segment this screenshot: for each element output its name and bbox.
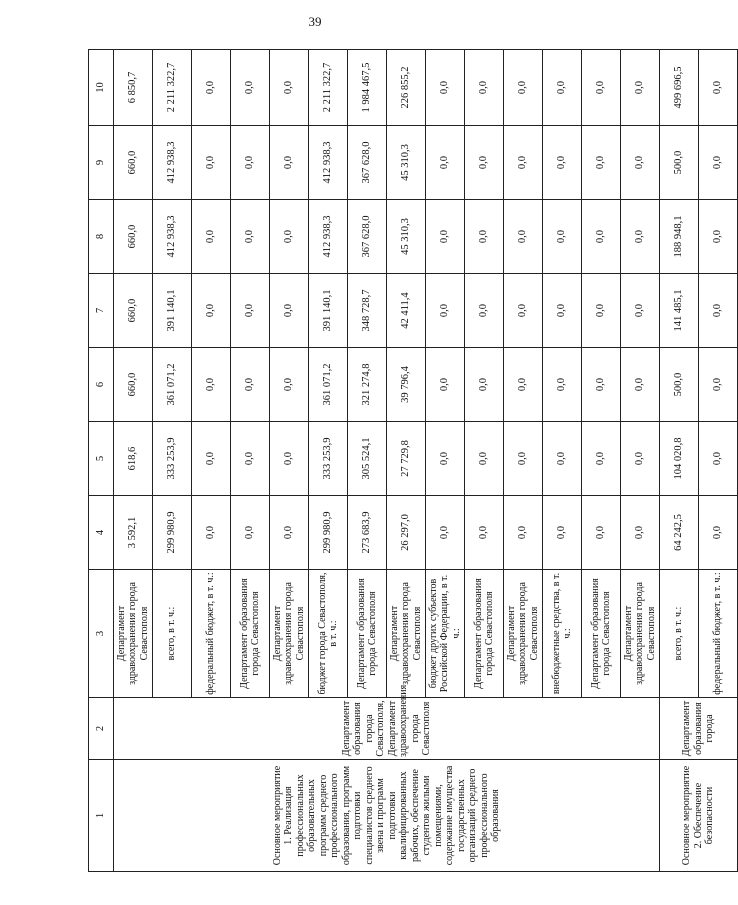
column-number: 8 <box>89 200 114 274</box>
value-cell: 0,0 <box>699 496 738 570</box>
value-cell: 0,0 <box>270 422 309 496</box>
value-cell: 0,0 <box>621 348 660 422</box>
value-cell: 0,0 <box>582 348 621 422</box>
value-cell: 367 628,0 <box>348 200 387 274</box>
value-cell: 0,0 <box>426 496 465 570</box>
table-row <box>660 50 699 872</box>
funding-source: бюджет других субъектов Российской Федерации, в т. ч.: <box>426 570 465 698</box>
funding-source: Департамент здравоохранения города Севастополя <box>387 570 426 698</box>
value-cell: 367 628,0 <box>348 126 387 200</box>
column-number: 3 <box>89 570 114 698</box>
value-cell: 0,0 <box>231 348 270 422</box>
value-cell: 0,0 <box>192 348 231 422</box>
funding-source: всего, в т. ч.: <box>660 570 699 698</box>
value-cell: 0,0 <box>582 274 621 348</box>
value-cell: 361 071,2 <box>309 348 348 422</box>
value-cell: 0,0 <box>621 126 660 200</box>
value-cell: 0,0 <box>465 50 504 126</box>
value-cell: 0,0 <box>426 274 465 348</box>
value-cell: 0,0 <box>426 422 465 496</box>
value-cell: 0,0 <box>192 274 231 348</box>
value-cell: 0,0 <box>270 496 309 570</box>
value-cell: 0,0 <box>621 200 660 274</box>
column-number: 2 <box>89 698 114 760</box>
value-cell: 361 071,2 <box>153 348 192 422</box>
value-cell: 0,0 <box>270 348 309 422</box>
value-cell: 0,0 <box>699 126 738 200</box>
value-cell: 273 683,9 <box>348 496 387 570</box>
value-cell: 0,0 <box>582 126 621 200</box>
value-cell: 412 938,3 <box>309 126 348 200</box>
funding-source: Департамент образования города Севастополя <box>582 570 621 698</box>
value-cell: 0,0 <box>426 126 465 200</box>
value-cell: 0,0 <box>465 200 504 274</box>
value-cell: 26 297,0 <box>387 496 426 570</box>
budget-table <box>88 49 738 872</box>
value-cell: 0,0 <box>699 274 738 348</box>
value-cell: 0,0 <box>270 274 309 348</box>
value-cell: 0,0 <box>465 348 504 422</box>
value-cell: 0,0 <box>543 496 582 570</box>
value-cell: 0,0 <box>582 422 621 496</box>
value-cell: 660,0 <box>114 200 153 274</box>
value-cell: 0,0 <box>465 422 504 496</box>
value-cell: 0,0 <box>699 422 738 496</box>
value-cell: 412 938,3 <box>153 126 192 200</box>
value-cell: 412 938,3 <box>309 200 348 274</box>
value-cell: 0,0 <box>270 126 309 200</box>
value-cell: 0,0 <box>192 422 231 496</box>
value-cell: 45 310,3 <box>387 126 426 200</box>
value-cell: 39 796,4 <box>387 348 426 422</box>
funding-source: бюджет города Севастополя, в т. ч.: <box>309 570 348 698</box>
value-cell: 391 140,1 <box>309 274 348 348</box>
value-cell: 64 242,5 <box>660 496 699 570</box>
value-cell: 321 274,8 <box>348 348 387 422</box>
value-cell: 0,0 <box>231 274 270 348</box>
funding-source: Департамент образования города Севастополя <box>231 570 270 698</box>
value-cell: 0,0 <box>582 200 621 274</box>
column-number: 7 <box>89 274 114 348</box>
value-cell: 0,0 <box>543 200 582 274</box>
value-cell: 0,0 <box>543 274 582 348</box>
value-cell: 500,0 <box>660 126 699 200</box>
value-cell: 299 980,9 <box>309 496 348 570</box>
value-cell: 0,0 <box>465 496 504 570</box>
funding-source: Департамент здравоохранения города Севастополя <box>621 570 660 698</box>
value-cell: 500,0 <box>660 348 699 422</box>
value-cell: 0,0 <box>231 422 270 496</box>
table-body <box>89 50 738 872</box>
value-cell: 0,0 <box>270 50 309 126</box>
header-row <box>89 50 114 872</box>
value-cell: 0,0 <box>504 348 543 422</box>
value-cell: 0,0 <box>543 422 582 496</box>
value-cell: 0,0 <box>192 496 231 570</box>
value-cell: 305 524,1 <box>348 422 387 496</box>
value-cell: 0,0 <box>231 50 270 126</box>
column-number: 4 <box>89 496 114 570</box>
value-cell: 391 140,1 <box>153 274 192 348</box>
value-cell: 0,0 <box>426 200 465 274</box>
column-number: 10 <box>89 50 114 126</box>
value-cell: 3 592,1 <box>114 496 153 570</box>
value-cell: 0,0 <box>504 422 543 496</box>
value-cell: 42 411,4 <box>387 274 426 348</box>
value-cell: 499 696,5 <box>660 50 699 126</box>
value-cell: 45 310,3 <box>387 200 426 274</box>
value-cell: 299 980,9 <box>153 496 192 570</box>
value-cell: 1 984 467,5 <box>348 50 387 126</box>
column-number: 5 <box>89 422 114 496</box>
value-cell: 660,0 <box>114 274 153 348</box>
column-number: 6 <box>89 348 114 422</box>
value-cell: 0,0 <box>621 496 660 570</box>
value-cell: 348 728,7 <box>348 274 387 348</box>
value-cell: 0,0 <box>192 200 231 274</box>
value-cell: 188 948,1 <box>660 200 699 274</box>
value-cell: 0,0 <box>192 50 231 126</box>
value-cell: 0,0 <box>621 422 660 496</box>
value-cell: 0,0 <box>504 50 543 126</box>
value-cell: 104 020,8 <box>660 422 699 496</box>
value-cell: 0,0 <box>543 126 582 200</box>
value-cell: 0,0 <box>231 126 270 200</box>
value-cell: 2 211 322,7 <box>309 50 348 126</box>
value-cell: 660,0 <box>114 126 153 200</box>
value-cell: 0,0 <box>192 126 231 200</box>
funding-source: Департамент образования города Севастополя <box>348 570 387 698</box>
value-cell: 0,0 <box>504 126 543 200</box>
value-cell: 0,0 <box>582 50 621 126</box>
value-cell: 0,0 <box>699 200 738 274</box>
column-number: 9 <box>89 126 114 200</box>
value-cell: 0,0 <box>270 200 309 274</box>
value-cell: 0,0 <box>543 348 582 422</box>
rotated-table-container <box>88 50 724 872</box>
value-cell: 0,0 <box>426 348 465 422</box>
value-cell: 660,0 <box>114 348 153 422</box>
value-cell: 0,0 <box>231 496 270 570</box>
value-cell: 0,0 <box>465 126 504 200</box>
value-cell: 0,0 <box>699 50 738 126</box>
value-cell: 27 729,8 <box>387 422 426 496</box>
value-cell: 141 485,1 <box>660 274 699 348</box>
value-cell: 0,0 <box>543 50 582 126</box>
value-cell: 412 938,3 <box>153 200 192 274</box>
funding-source: внебюджетные средства, в т. ч.: <box>543 570 582 698</box>
column-number: 1 <box>89 760 114 872</box>
value-cell: 226 855,2 <box>387 50 426 126</box>
value-cell: 0,0 <box>231 200 270 274</box>
funding-source: Департамент здравоохранения города Севастополя <box>504 570 543 698</box>
value-cell: 0,0 <box>465 274 504 348</box>
funding-source: всего, в т. ч.: <box>153 570 192 698</box>
funding-source: федеральный бюджет, в т. ч.: <box>699 570 738 698</box>
measure-executor: Департамент образования города Севастополя, Департамент здравоохранения города Севастополя <box>114 698 660 760</box>
value-cell: 0,0 <box>582 496 621 570</box>
value-cell: 333 253,9 <box>153 422 192 496</box>
funding-source: Департамент здравоохранения города Севастополя <box>114 570 153 698</box>
funding-source: федеральный бюджет, в т. ч.: <box>192 570 231 698</box>
value-cell: 6 850,7 <box>114 50 153 126</box>
value-cell: 2 211 322,7 <box>153 50 192 126</box>
value-cell: 0,0 <box>504 200 543 274</box>
measure-title: Основное мероприятие 1. Реализация профессиональных образовательных программ среднего профессионального образования, программ подготовки специалистов среднего звена и программ подготовки квалифицированных рабочих, обеспечение студентов жилыми помещениями, содержание имущества государственных организаций среднего профессионального образования <box>114 760 660 872</box>
value-cell: 0,0 <box>621 50 660 126</box>
value-cell: 0,0 <box>504 274 543 348</box>
value-cell: 0,0 <box>426 50 465 126</box>
funding-source: Департамент образования города Севастополя <box>465 570 504 698</box>
value-cell: 0,0 <box>699 348 738 422</box>
value-cell: 0,0 <box>504 496 543 570</box>
table-row <box>114 50 153 872</box>
measure-executor: Департамент образования города <box>660 698 738 760</box>
measure-title: Основное мероприятие 2. Обеспечение безопасности <box>660 760 738 872</box>
value-cell: 618,6 <box>114 422 153 496</box>
value-cell: 0,0 <box>621 274 660 348</box>
page-number: 39 <box>308 14 322 29</box>
funding-source: Департамент здравоохранения города Севастополя <box>270 570 309 698</box>
value-cell: 333 253,9 <box>309 422 348 496</box>
